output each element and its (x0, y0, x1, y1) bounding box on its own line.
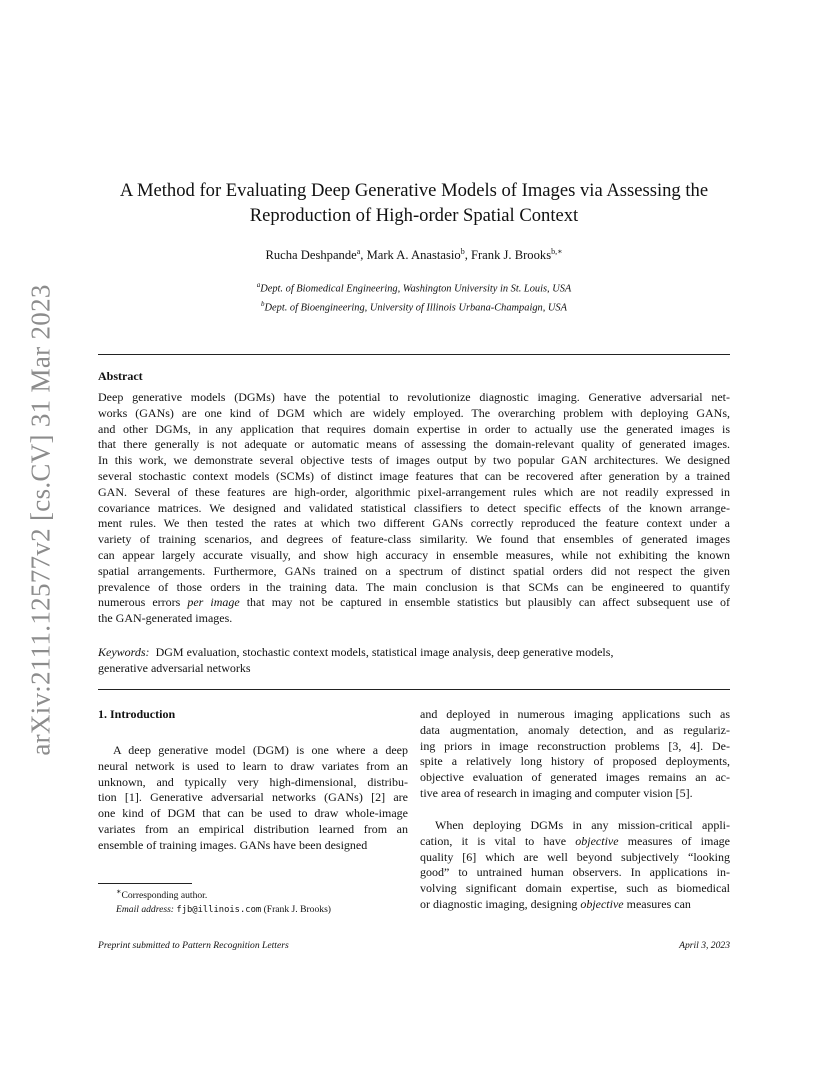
email-label: Email address: (116, 904, 175, 916)
footnote-rule (98, 883, 192, 884)
intro-line: tive area of research in imaging and computer vision [5]. (420, 785, 693, 800)
affiliation-text: Dept. of Biomedical Engineering, Washington University in St. Louis, USA (260, 283, 572, 295)
abstract-line: numerous errors per image that may not be captured in ensemble statistics but plausibly can affect subsequent use of (98, 595, 730, 610)
abstract-heading: Abstract (98, 369, 143, 383)
intro-line: objective evaluation of generated images remains an ac- (420, 770, 730, 785)
intro-line: ensemble of training images. GANs have been designed (98, 837, 368, 852)
keywords-line: generative adversarial networks (98, 660, 251, 675)
footnote-text: Corresponding author. (121, 890, 208, 902)
intro-line: data augmentation, anomaly detection, and as regulariz- (420, 722, 730, 737)
abstract-top-rule (98, 354, 730, 355)
abstract-line: works (GANs) are one kind of DGM which are widely employed. The overarching problem with deploying GANs, (98, 405, 730, 420)
affiliation-text: Dept. of Bioengineering, University of Illinois Urbana-Champaign, USA (264, 302, 567, 314)
abstract-body (98, 390, 730, 627)
emphasis: per image (187, 595, 240, 610)
abstract-line: In this work, we demonstrate several objective tests of images output by two popular GAN architectures. We designed (98, 453, 730, 468)
keywords-text: DGM evaluation, stochastic context models, statistical image analysis, deep generative models, (155, 645, 614, 659)
arxiv-identifier: arXiv:2111.12577v2 [cs.CV] 31 Mar 2023 (25, 284, 56, 756)
keywords-label: Keywords: (98, 645, 150, 659)
abstract-line: GAN. Several of these features are high-order, algorithmic pixel-arrangement rules which are not readily expressed in (98, 484, 730, 499)
section-heading-introduction: 1. Introduction (98, 707, 176, 721)
footnote-mark: ∗ (116, 887, 122, 896)
intro-line: ing priors in image reconstruction problems [3, 4]. De- (420, 738, 730, 753)
intro-line: one kind of DGM that can be used to draw whole-image (98, 806, 408, 821)
intro-left-column (98, 743, 408, 854)
abstract-line: ment rules. We then tested the rates at which two different GANs correctly reproduced the feature context under a (98, 516, 730, 531)
intro-line: tion [1]. Generative adversarial networks (GANs) [2] are (98, 790, 408, 805)
intro-line: quality [6] which are well beyond subjectively “looking (420, 849, 730, 864)
abstract-line: variety of training scenarios, and degrees of feature-class similarity. We found that ensembles of generated images (98, 532, 730, 547)
email-owner: (Frank J. Brooks) (263, 904, 331, 916)
abstract-line: covariance matrices. We designed and validated statistical classifiers to detect specific effects of the known arrange- (98, 500, 730, 515)
intro-line: When deploying DGMs in any mission-critical appli- (435, 818, 730, 832)
paper-title (98, 178, 730, 228)
intro-right-paragraph-2 (420, 818, 730, 913)
keywords (98, 645, 730, 677)
intro-line: or diagnostic imaging, designing objective measures can (420, 896, 691, 911)
author-name: Rucha Deshpande (265, 248, 357, 263)
author-affiliation-mark: a (356, 247, 361, 256)
author-name: Mark A. Anastasio (366, 248, 461, 263)
author-name: Frank J. Brooks (470, 248, 552, 263)
intro-line: variates from an empirical distribution learned from an (98, 821, 408, 836)
author-list: Rucha Deshpande$^a$, Mark A. Anastasio$^b$, Frank J. Brooks$^{b,∗}$ (265, 247, 563, 263)
intro-line: A deep generative model (DGM) is one where a deep (113, 743, 408, 757)
intro-line: unknown, and typically very high-dimensional, distribu- (98, 774, 408, 789)
intro-line: good” to untrained human observers. In applications in- (420, 865, 730, 880)
intro-line: cation, it is vital to have objective measures of image (420, 833, 730, 848)
footer-journal: Preprint submitted to Pattern Recognition Letters (98, 940, 289, 951)
emphasis: objective (580, 896, 624, 911)
abstract-line: several stochastic context models (SCMs) of distinct image features that can be recovered after generation by a trained (98, 468, 730, 483)
abstract-line: can appear largely accurate visually, and show high accuracy in ensemble measures, while not exhibiting the known (98, 547, 730, 562)
abstract-line: Deep generative models (DGMs) have the potential to revolutionize diagnostic imaging. Generative adversarial net- (98, 390, 730, 404)
affiliation-mark: a (256, 281, 261, 289)
title-line: A Method for Evaluating Deep Generative Models of Images via Assessing the (119, 180, 709, 201)
abstract-bottom-rule (98, 689, 730, 690)
affiliations (98, 278, 730, 316)
keywords-line (98, 645, 730, 661)
footnote (98, 885, 331, 917)
abstract-line: that there generally is not adequate or automatic means of assessing the domain-relevant quality of generated images. (98, 437, 730, 452)
footer-date: April 3, 2023 (679, 940, 730, 951)
footnote-email-line (98, 903, 331, 917)
title-line: Reproduction of High-order Spatial Context (249, 205, 579, 226)
affiliation (98, 297, 730, 316)
intro-line: neural network is used to learn to draw variates from an (98, 758, 408, 773)
email-address: fjb@illinois.com (176, 905, 262, 916)
intro-line: volving significant domain expertise, such as biomedical (420, 881, 730, 896)
intro-right-paragraph-1 (420, 707, 730, 802)
footnote-line (98, 885, 331, 903)
intro-line: and deployed in numerous imaging applications such as (420, 707, 730, 721)
author-affiliation-mark: b (460, 247, 465, 256)
affiliation-mark: b (261, 299, 265, 308)
abstract-line: spatial arrangements. Furthermore, GANs trained on a spectrum of distinct spatial orders did not respect the given (98, 563, 730, 578)
affiliation (98, 278, 730, 297)
emphasis: objective (575, 833, 619, 848)
abstract-line: and other DGMs, in any application that requires domain expertise in order to actually use the generated images is (98, 421, 730, 436)
abstract-line: prevalence of those orders in the training data. The main conclusion is that SCMs can be engineered to quantify (98, 579, 730, 594)
intro-line: spite a relatively long history of proposed deployments, (420, 754, 730, 769)
author-affiliation-mark: b,∗ (551, 247, 563, 256)
abstract-line: the GAN-generated images. (98, 611, 233, 626)
